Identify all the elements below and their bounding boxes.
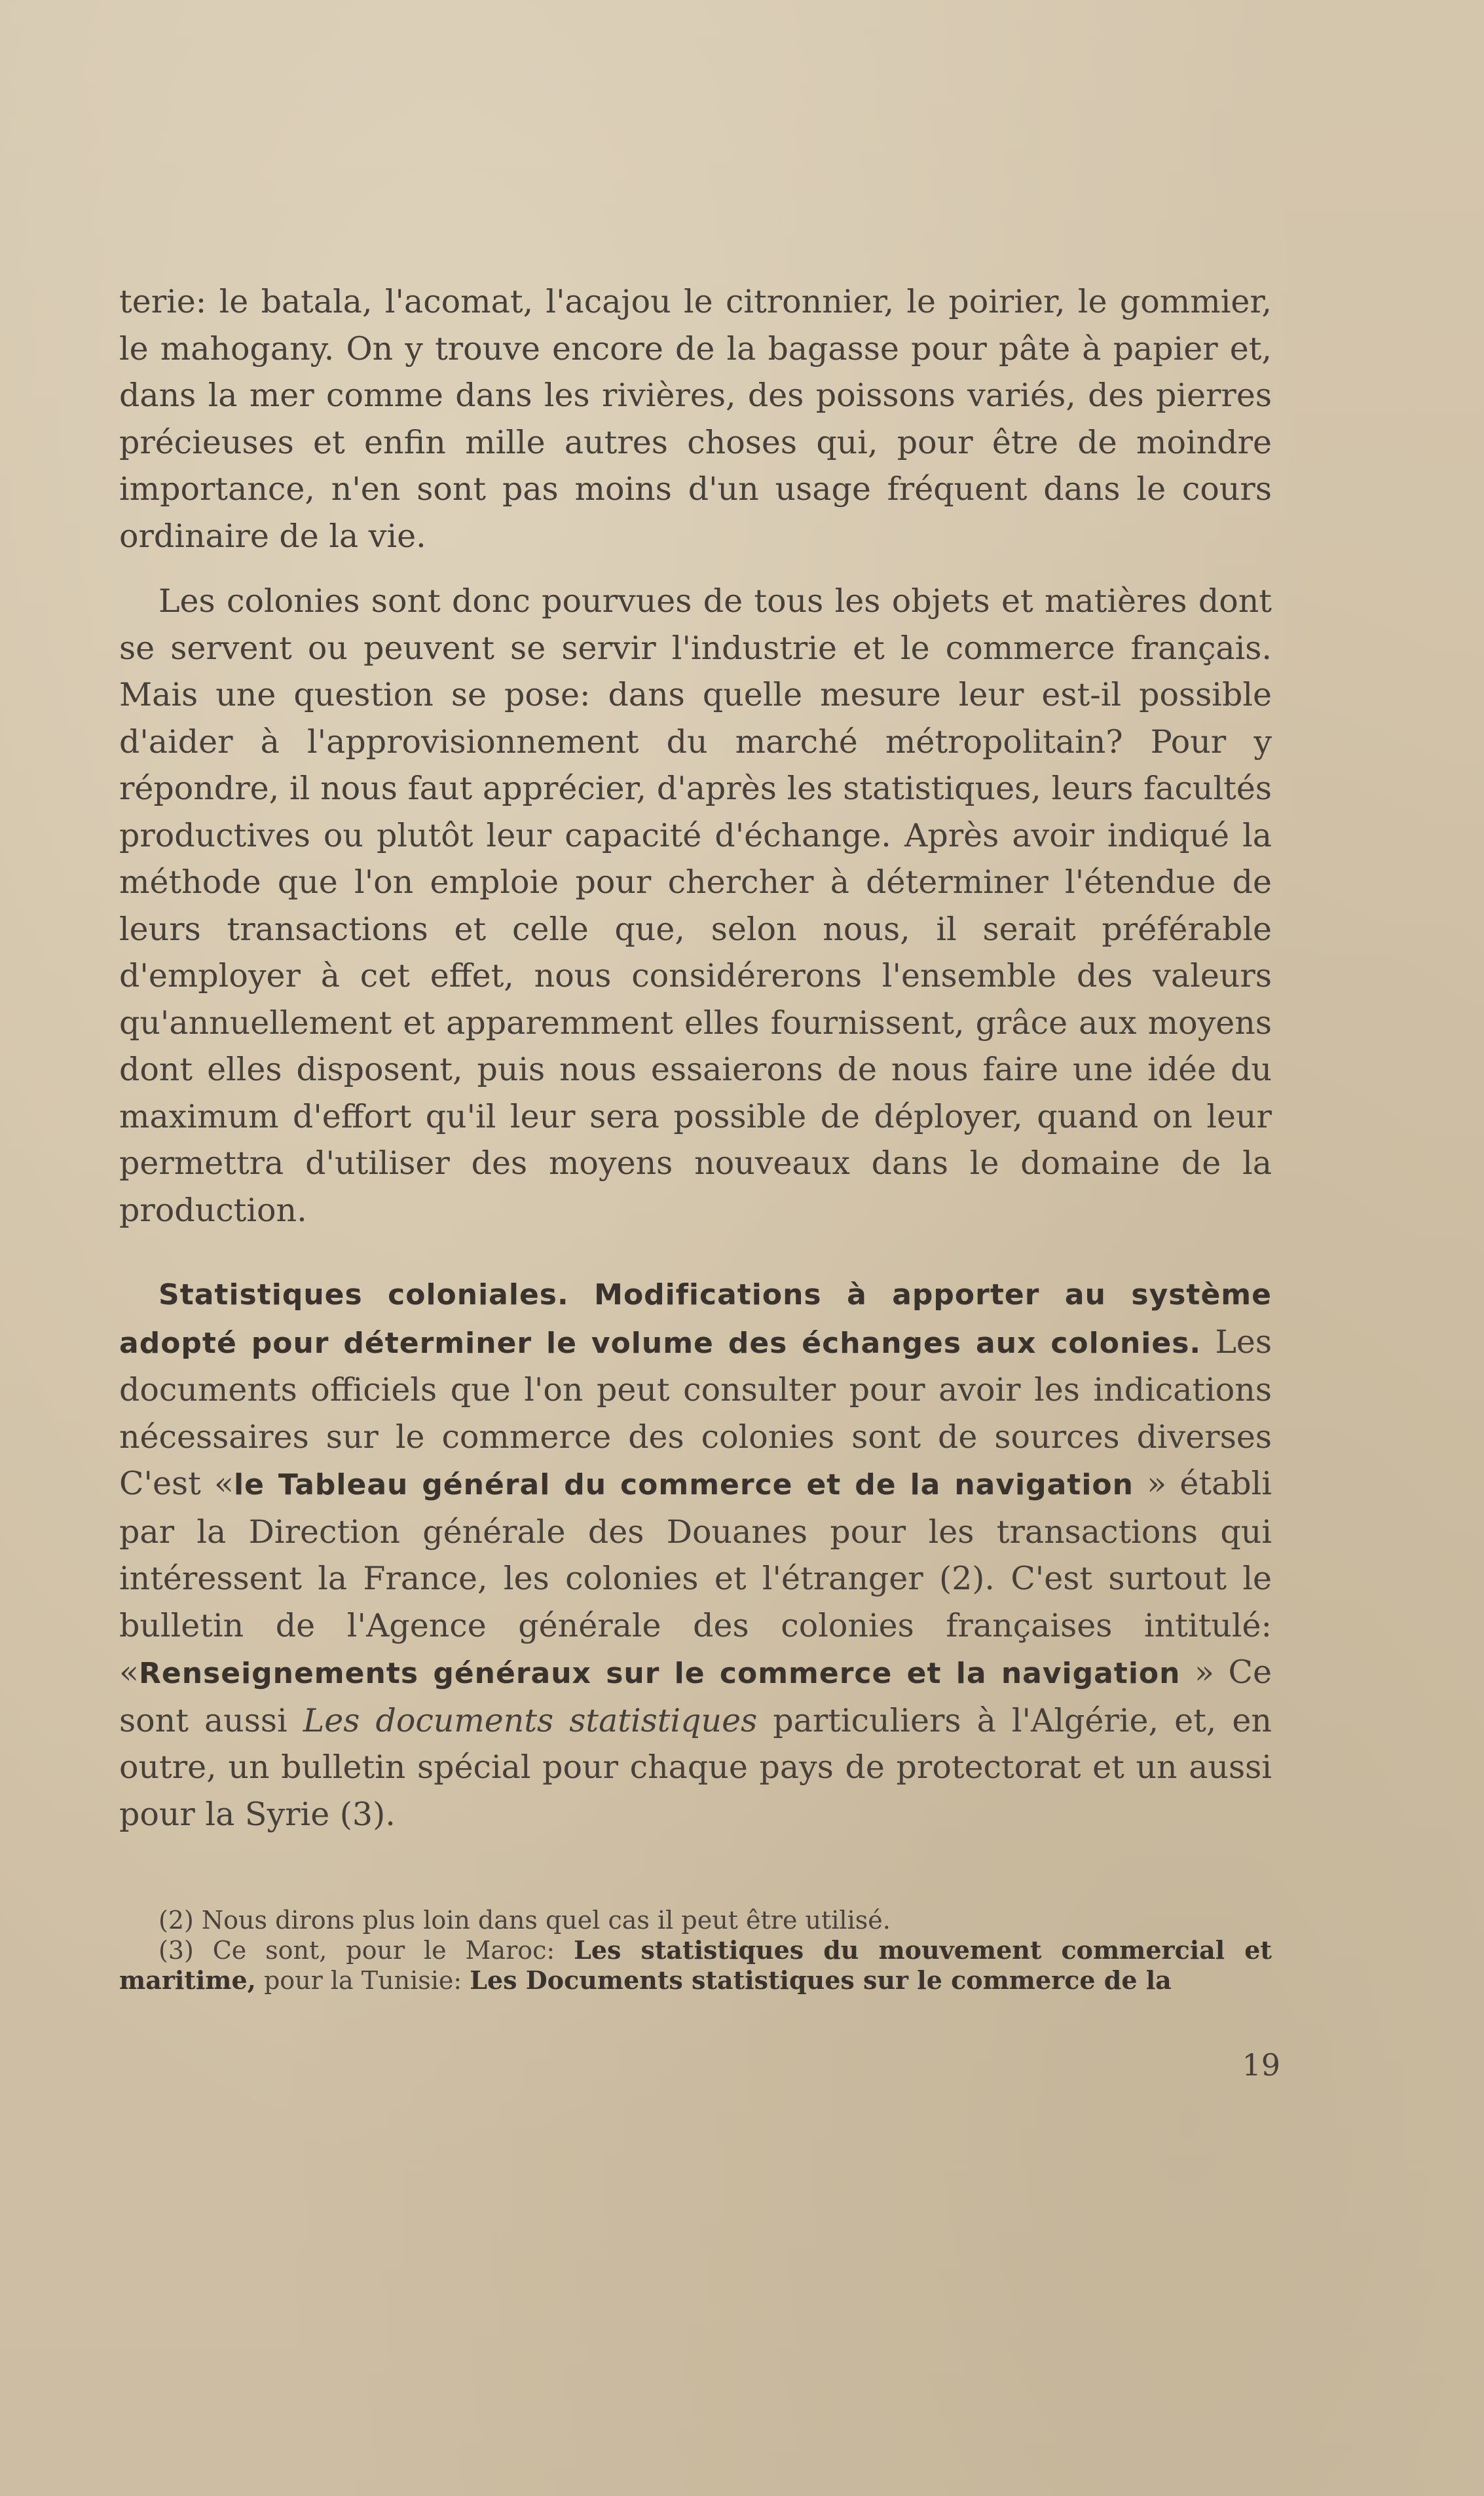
paragraph-3 [119, 1270, 1272, 1838]
footnote-3-tunisie-title: Les Documents statistiques sur le commerce de la [470, 1965, 1172, 1995]
footnote-2: (2) Nous dirons plus loin dans quel cas il peut être utilisé. [158, 1906, 891, 1935]
footnotes [119, 1905, 1272, 1995]
section-heading: Statistiques coloniales. Modifications à apporter au système adopté pour déterminer le volume des échanges aux colonies. [119, 1278, 1272, 1360]
footnote-3 [119, 1935, 1272, 1995]
paragraph-1 [119, 278, 1272, 559]
paragraph-3-part-3: » Ce sont aussi [119, 1654, 1272, 1739]
footnote-3-part-2: pour la Tunisie: [263, 1966, 462, 1995]
page-number: 19 [1242, 2047, 1280, 2083]
paragraph-3-part-4: particuliers à l'Algérie, et, en outre, un bulletin spécial pour chaque pays de protectorat et un aussi pour la Syrie (3). [119, 1701, 1272, 1833]
footnote-3-part-1: (3) Ce sont, pour le Maroc: [158, 1936, 555, 1965]
bulletin-title: Renseignements généraux sur le commerce et la navigation [138, 1657, 1181, 1690]
paragraph-2-text: Les colonies sont donc pourvues de tous les objets et matières dont se servent ou peuvent se servir l'industrie et le commerce français. Mais une question se pose: dans quelle mesure leur est-il possible d'aider à l'approvisionnement du marché métropolitain? Pour y répondre, il nous faut apprécier, d'après les statistiques, leurs facultés productives ou plutôt leur capacité d'échange. Après avoir indiqué la méthode que l'on emploie pour chercher à déterminer l'étendue de leurs transactions et celle que, selon nous, il serait préférable d'employer à cet effet, nous considérerons l'ensemble des valeurs qu'annuellement et apparemment elles fournissent, grâce aux moyens dont elles disposent, puis nous essaierons de nous faire une idée du maximum d'effort qu'il leur sera possible de déployer, quand on leur permettra d'utiliser des moyens nouveaux dans le domaine de la production. [119, 582, 1272, 1229]
paragraph-3-part-2: » établi par la Direction générale des Douanes pour les transactions qui intéressent la France, les colonies et l'étranger (2). C'est surtout le bulletin de l'Agence générale des colonies françaises intitulé: « [119, 1465, 1272, 1691]
paragraph-2 [119, 578, 1272, 1234]
footnote-3-maroc-title: Les statistiques du mouvement commercial et maritime, [119, 1935, 1272, 1995]
documents-title: Les documents statistiques [303, 1701, 758, 1739]
paragraph-3-part-1: Les documents officiels que l'on peut consulter pour avoir les indications nécessaires sur le commerce des colonies sont de sources diverses C'est « [119, 1323, 1272, 1502]
paragraph-1-text: terie: le batala, l'acomat, l'acajou le citronnier, le poirier, le gommier, le mahogany. On y trouve encore de la bagasse pour pâte à papier et, dans la mer comme dans les rivières, des poissons variés, des pierres précieuses et enfin mille autres choses qui, pour être de moindre importance, n'en sont pas moins d'un usage fréquent dans le cours ordinaire de la vie. [119, 283, 1272, 555]
paragraph-3-text [119, 1270, 1272, 1838]
tableau-title: le Tableau général du commerce et de la navigation [234, 1468, 1134, 1502]
